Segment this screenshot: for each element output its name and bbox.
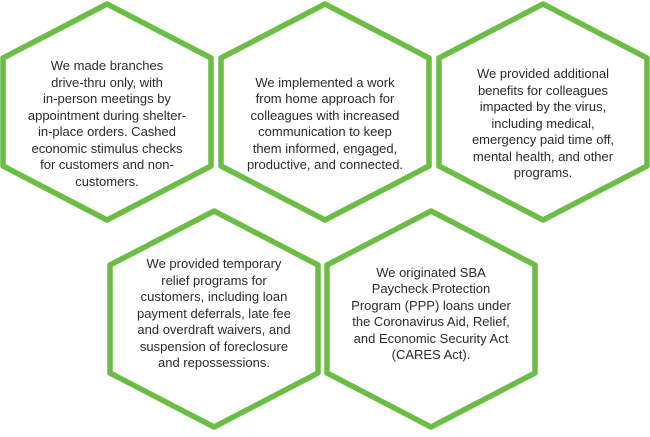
hex-text-benefits: We provided additional benefits for colleagues impacted by the virus, including medical, emergency paid time off, mental health, and other programs.	[471, 66, 615, 181]
hex-text-work-from-home: We implemented a work from home approach for colleagues with increased communication to keep them informed, engaged, productive, and connected.	[246, 74, 404, 172]
hex-text-ppp-loans: We originated SBA Paycheck Protection Program (PPP) loans under the Coronavirus Aid, Relief, and Economic Security Act (CARES Act).	[351, 264, 511, 362]
hex-text-relief-programs: We provided temporary relief programs for customers, including loan payment deferrals, late fee and overdraft waivers, and suspension of foreclosure and repossessions.	[137, 256, 291, 371]
hex-text-branches: We made branches drive-thru only, with in-person meetings by appointment during shelter- in-place orders. Cashed economic stimulus checks for customers and non- customers.	[27, 58, 187, 189]
